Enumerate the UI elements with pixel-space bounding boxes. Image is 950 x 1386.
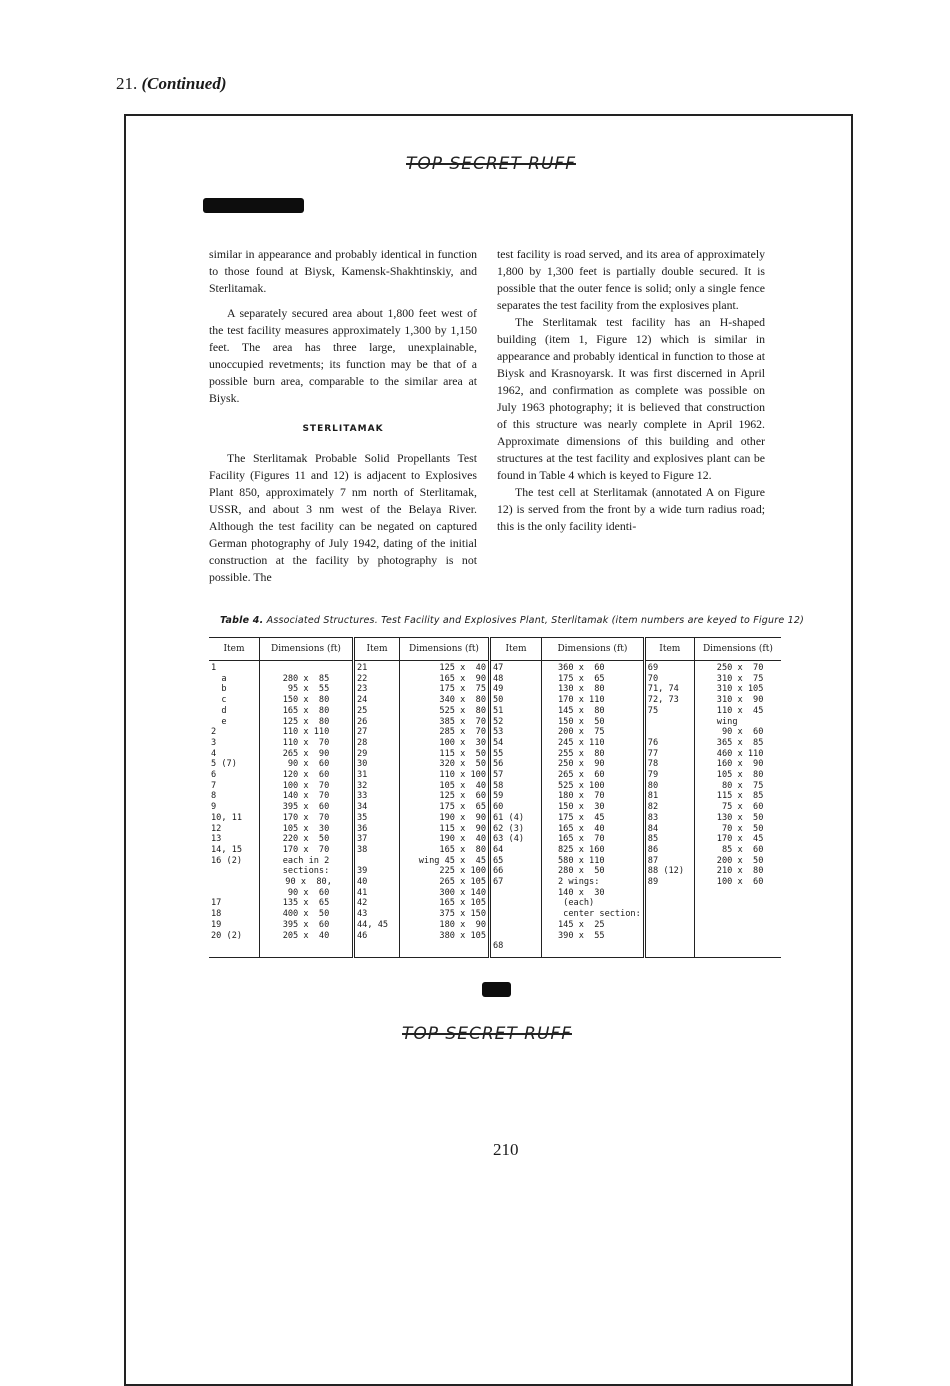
redaction-top: [203, 198, 304, 213]
section-heading: STERLITAMAK: [302, 424, 384, 434]
page-header: [116, 74, 227, 94]
structures-table: [209, 637, 781, 958]
table-body-row: [209, 661, 781, 958]
left-paragraph-3: The Sterlitamak Probable Solid Propellants Test Facility (Figures 11 and 12) is adjacent to Explosives Plant 850, approximately 7 nm north of Sterlitamak, USSR, and about 3 nm west of the Belaya River. Although the test facility can be negated on captured German photography of July 1942, dating of the initial construction at the facility by photography is not possible. The: [209, 451, 477, 584]
header-dims-3: Dimensions (ft): [542, 638, 645, 661]
col4-items: 69 70 71, 74 72, 73 75 76 77 78 79 80 81 82 83 84 85 86 87 88 (12) 89: [644, 661, 694, 958]
header-item-3: Item: [490, 638, 542, 661]
redaction-bottom: [482, 982, 511, 997]
right-column: [497, 246, 765, 535]
col4-dimensions: 250 x 70 310 x 75 310 x 105 310 x 90 110 x 45 wing 90 x 60 365 x 85 460 x 110 160 x 90 105 x 80 80 x 75 115 x 85 75 x 60 130 x 50 70 x 50 170 x 45 85 x 60 200 x 50 210 x 80 100 x 60: [694, 661, 781, 958]
item-number: 21.: [116, 74, 138, 93]
col3-items: 47 48 49 50 51 52 53 54 55 56 57 58 59 60 61 (4) 62 (3) 63 (4) 64 65 66 67 68: [490, 661, 542, 958]
left-paragraph-2: A separately secured area about 1,800 feet west of the test facility measures approximately 1,300 by 1,150 feet. The area has three large, unexplainable, unoccupied revetments; its function may be that of a possible burn area, comparable to the similar area at Biysk.: [209, 306, 477, 405]
header-dims-1: Dimensions (ft): [260, 638, 354, 661]
right-paragraph-2: The Sterlitamak test facility has an H-shaped building (item 1, Figure 12) which is similar in appearance and probably identical in function to those at Biysk and Krasnoyarsk. It was first discerned in April 1962, and confirmation as complete was possible on July 1963 photography; it is believed that construction of this structure was nearly complete in April 1962. Approximate dimensions of this building and other structures at the test facility and explosives plant can be found in Table 4 which is keyed to Figure 12.: [497, 315, 765, 482]
right-paragraph-3: The test cell at Sterlitamak (annotated A on Figure 12) is served from the front by a wide turn radius road; this is the only facility identi-: [497, 485, 765, 533]
header-dims-4: Dimensions (ft): [694, 638, 781, 661]
caption-text: Associated Structures. Test Facility and Explosives Plant, Sterlitamak (item numbers are keyed to Figure 12): [266, 615, 804, 626]
continued-label: (Continued): [141, 74, 227, 93]
col2-items: 21 22 23 24 25 26 27 28 29 30 31 32 33 34 35 36 37 38 39 40 41 42 43 44, 45 46: [354, 661, 400, 958]
table-header-row: [209, 638, 781, 661]
classification-bottom: TOP SECRET RUFF: [402, 1024, 572, 1044]
col3-dimensions: 360 x 60 175 x 65 130 x 80 170 x 110 145 x 80 150 x 50 200 x 75 245 x 110 255 x 80 250 x 90 265 x 60 525 x 100 180 x 70 150 x 30 175 x 45 165 x 40 165 x 70 825 x 160 580 x 110 280 x 50 2 wings: 140 x 30 (each) center section: 145 x 25 390 x 55: [542, 661, 645, 958]
classification-top: TOP SECRET RUFF: [406, 154, 576, 174]
page-number: 210: [493, 1140, 519, 1159]
header-dims-2: Dimensions (ft): [400, 638, 490, 661]
left-paragraph-1: similar in appearance and probably identical in function to those found at Biysk, Kamensk-Shakhtinskiy, and Sterlitamak.: [209, 247, 477, 295]
right-paragraph-1: test facility is road served, and its area of approximately 1,800 by 1,300 feet is partially double secured. It is possible that the outer fence is solid; only a single fence separates the test facility from the explosives plant.: [497, 247, 765, 312]
caption-label: Table 4.: [220, 615, 264, 626]
col1-dimensions: 280 x 85 95 x 55 150 x 80 165 x 80 125 x 80 110 x 110 110 x 70 265 x 90 90 x 60 120 x 60 100 x 70 140 x 70 395 x 60 170 x 70 105 x 30 220 x 50 170 x 70 each in 2 sections: 90 x 80, 90 x 60 135 x 65 400 x 50 395 x 60 205 x 40: [260, 661, 354, 958]
col2-dimensions: 125 x 40 165 x 90 175 x 75 340 x 80 525 x 80 385 x 70 285 x 70 100 x 30 115 x 50 320 x 50 110 x 100 105 x 40 125 x 60 175 x 65 190 x 90 115 x 90 190 x 40 165 x 80 wing 45 x 45 225 x 100 265 x 105 300 x 140 165 x 105 375 x 150 180 x 90 380 x 105: [400, 661, 490, 958]
header-item-2: Item: [354, 638, 400, 661]
col1-items: 1 a b c d e 2 3 4 5 (7) 6 7 8 9 10, 11 12 13 14, 15 16 (2) 17 18 19 20 (2): [209, 661, 260, 958]
header-item-4: Item: [644, 638, 694, 661]
table-caption: [220, 615, 804, 626]
header-item-1: Item: [209, 638, 260, 661]
left-column: [209, 246, 477, 586]
